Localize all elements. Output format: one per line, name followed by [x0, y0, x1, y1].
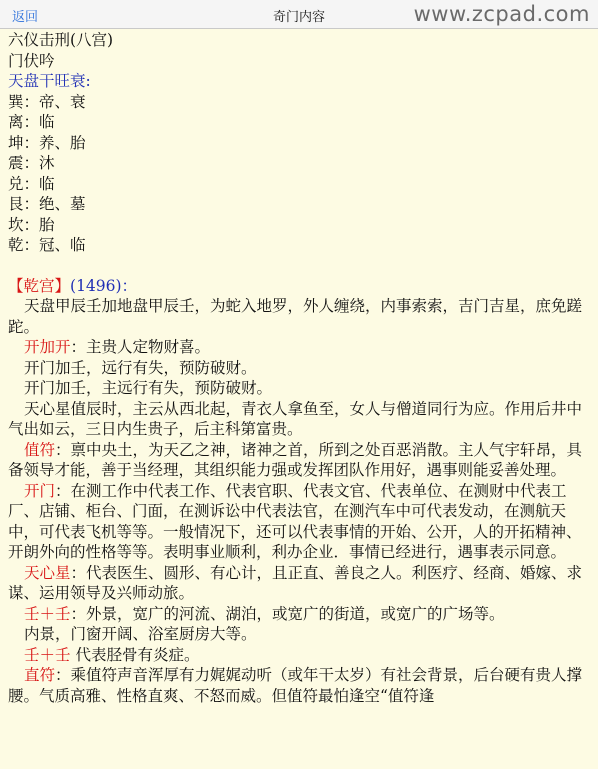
tianpan-heading: 天盘干旺衰: [8, 72, 91, 90]
kai-ren-line-2: 开门加壬，主远行有失，预防破财。 [24, 379, 273, 397]
intro-line-1: 六仪击刑(八宫) [8, 31, 114, 49]
neijing-line: 内景，门窗开阔、浴室厨房大等。 [24, 625, 257, 643]
kaimen-label: 开门 [24, 481, 56, 500]
tianxinxing-paragraph [8, 563, 594, 604]
palace-line: 离：临 [8, 113, 55, 131]
palace-line: 乾：冠、临 [8, 236, 86, 254]
tianxin-paragraph: 天心星值辰时，主云从西北起，青衣人拿鱼至，女人与僧道同行为应。作用后井中气出如云，三日内生贵子，后主科第富贵。 [8, 399, 583, 438]
ren-ren-2-label: 壬＋壬 [24, 645, 71, 664]
zhifu-label: 值符 [24, 440, 56, 459]
back-button[interactable]: 返回 [12, 10, 39, 25]
zhifu-paragraph [8, 440, 594, 481]
palace-line: 巽：帝、衰 [8, 92, 86, 111]
kaimen-text: ：在测工作中代表工作、代表官职、代表文官、代表单位、在测财中代表工厂、店铺、柜台、门面，在测诉讼中代表法官，在测汽车中可代表发动，在测航天中，可代表飞机等等。一般情况下，还可以代表事情的开始、公开，人的开拓精神、开朗外向的性格等等。表明事业顺利，利办企业．事情已经进行，遇事表示同意。 [8, 481, 582, 561]
zhifu-text: ：禀中央土，为天乙之神，诸神之首，所到之处百恶消散。主人气宇轩昂，具备领导才能，善于当经理，其组织能力强或发挥团队作用好，遇事则能妥善处理。 [8, 440, 583, 479]
kai-kai-label: 开加开 [24, 338, 71, 356]
ren-ren-2-text: 代表胫骨有炎症。 [70, 645, 200, 664]
qian-intro-paragraph: 天盘甲辰壬加地盘甲辰壬，为蛇入地罗，外人缠绕，内事索索，吉门吉星，庶免蹉跎。 [8, 297, 583, 336]
ren-ren-2-paragraph [8, 645, 594, 666]
palace-line: 艮：绝、墓 [8, 195, 86, 213]
ren-ren-paragraph [8, 604, 594, 625]
ren-ren-text: ：外景，宽广的河流、湖泊，或宽广的街道，或宽广的广场等。 [70, 604, 505, 623]
kai-kai-paragraph [8, 337, 594, 358]
ren-ren-label: 壬＋壬 [24, 604, 71, 623]
page-title: 奇门内容 [272, 10, 325, 25]
qian-palace-heading [8, 276, 594, 297]
navigation-bar [0, 0, 598, 29]
kai-kai-text: ：主贵人定物财喜。 [70, 338, 211, 356]
watermark: www.zcpad.com [413, 2, 590, 26]
qian-palace-label: 【乾宫】 [8, 276, 71, 295]
zhifu-2-paragraph [8, 665, 594, 706]
palace-line: 兑：临 [8, 174, 55, 193]
palace-line: 坎：胎 [8, 215, 55, 234]
kai-ren-line-1: 开门加壬，远行有失，预防破财。 [24, 358, 257, 377]
article-content [8, 30, 594, 706]
intro-line-2: 门伏吟 [8, 51, 55, 70]
palace-line: 坤：养、胎 [8, 133, 86, 152]
spacer [8, 256, 594, 276]
tianxinxing-label: 天心星 [24, 563, 71, 582]
tianxinxing-text: ：代表医生、圆形、有心计，且正直、善良之人。利医疗、经商、婚嫁、求谋、运用领导及兴师动旅。 [8, 563, 583, 602]
zhifu-2-text: ：乘值符声音浑厚有力娓娓动听（或年干太岁）有社会背景，后台硬有贵人撑腰。气质高雅、性格直爽、不怒而威。但值符最怕逢空“值符逢 [8, 666, 583, 705]
qian-palace-number: (1496)： [70, 276, 138, 295]
kaimen-paragraph [8, 481, 594, 563]
palace-line: 震：沐 [8, 154, 55, 172]
zhifu-2-label: 直符 [24, 666, 56, 684]
